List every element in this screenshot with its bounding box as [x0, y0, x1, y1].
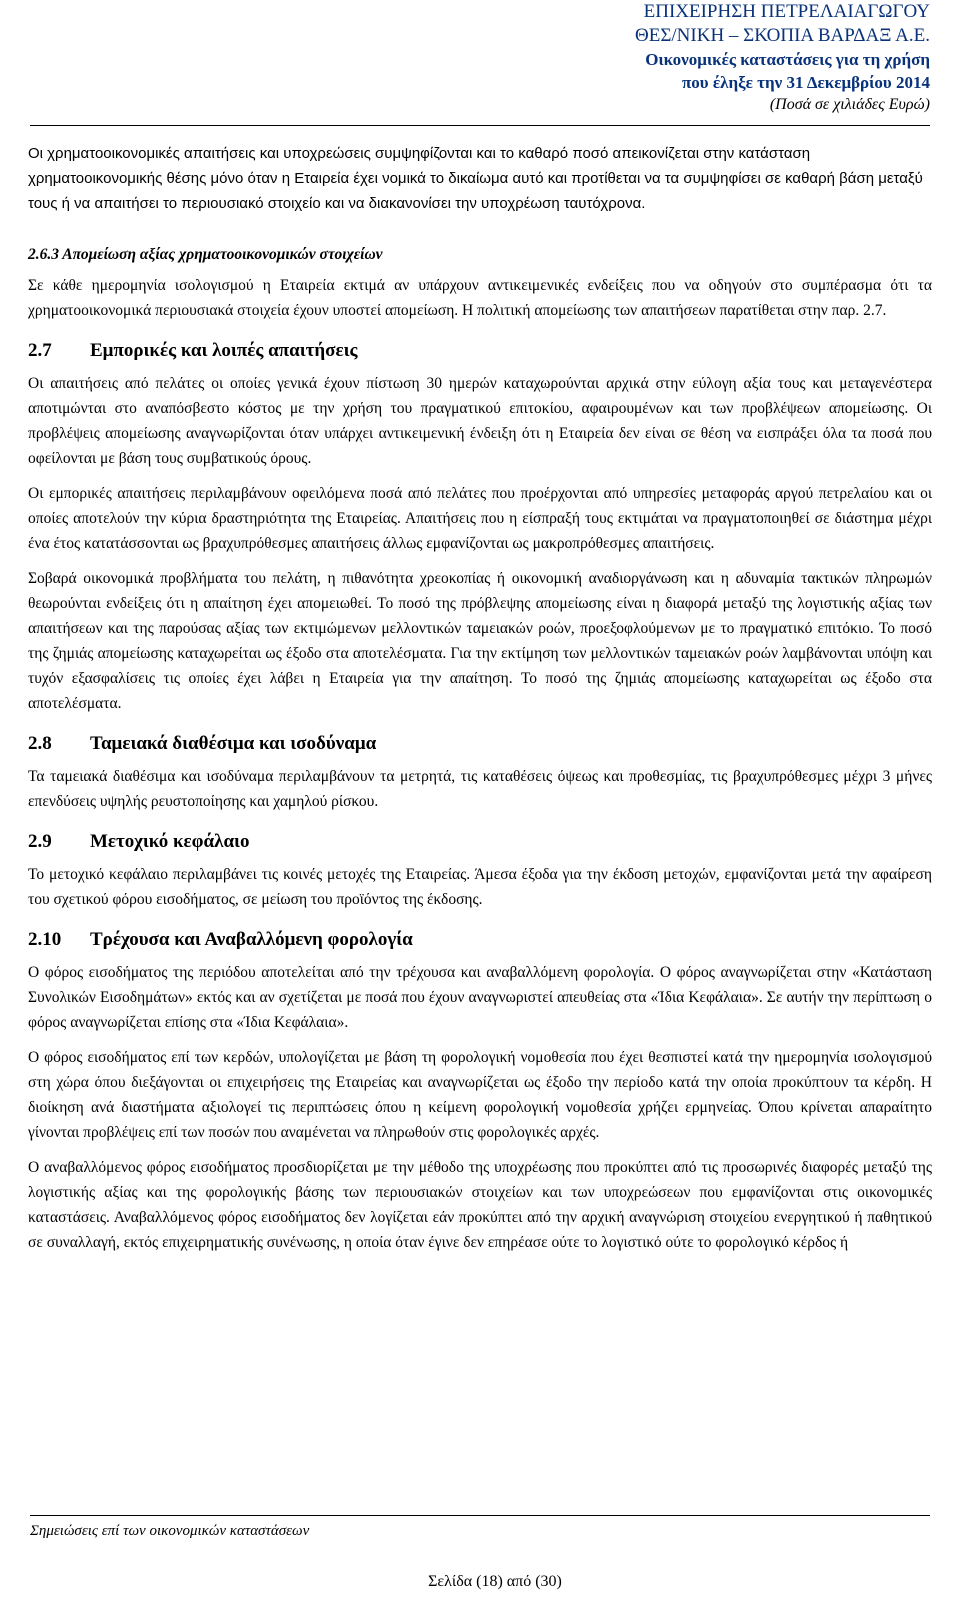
section-2-10-paragraph: Ο φόρος εισοδήματος της περιόδου αποτελείται από την τρέχουσα και αναβαλλόμενη φορολογία. Ο φόρος αναγνωρίζεται στην «Κατάσταση Συνολικών Εισοδημάτων» εκτός και αν σχετίζεται με ποσά που έχουν αναγνωριστεί απευθείας στα «Ίδια Κεφάλαια». Σε αυτήν την περίπτωση ο φόρος αναγνωρίζεται επίσης στα «Ίδια Κεφάλαια». — [28, 964, 932, 1031]
section-title: Μετοχικό κεφάλαιο — [90, 831, 250, 852]
section-title: Ταμειακά διαθέσιμα και ισοδύναμα — [90, 733, 377, 754]
section-2-7-paragraph: Οι εμπορικές απαιτήσεις περιλαμβάνουν οφειλόμενα ποσά από πελάτες που προέρχονται από υπηρεσίες μεταφοράς αργού πετρελαίου και οι οποίες αποτελούν την κύρια δραστηριότητα της Εταιρείας. Απαιτήσεις που η είσπραξή τους εκτιμάται να πραγματοποιηθεί σε διάστημα μέχρι ένα έτος κατατάσσονται ως βραχυπρόθεσμες απαιτήσεις άλλως εμφανίζονται ως μακροπρόθεσμες απαιτήσεις. — [28, 485, 932, 552]
report-period: που έληξε την 31 Δεκεμβρίου 2014 — [681, 73, 930, 92]
company-name: ΕΠΙΧΕΙΡΗΣΗ ΠΕΤΡΕΛΑΙΑΓΩΓΟΥ — [643, 1, 930, 22]
document-body — [28, 141, 932, 1261]
currency-units: (Ποσά σε χιλιάδες Ευρώ) — [769, 96, 930, 113]
section-number: 2.7 — [28, 340, 52, 361]
section-2-6-3-paragraph: Σε κάθε ημερομηνία ισολογισμού η Εταιρεία εκτιμά αν υπάρχουν αντικειμενικές ενδείξεις που να οδηγούν στο συμπέρασμα ότι τα χρηματοοικονομικά περιουσιακά στοιχεία έχουν υποστεί απομείωση. Η πολιτική απομείωσης των απαιτήσεων παρατίθεται στην παρ. 2.7. — [28, 277, 932, 319]
section-number: 2.9 — [28, 831, 52, 852]
section-title: Εμπορικές και λοιπές απαιτήσεις — [90, 340, 358, 361]
section-title: Τρέχουσα και Αναβαλλόμενη φορολογία — [90, 929, 413, 950]
report-title: Οικονομικές καταστάσεις για τη χρήση — [645, 50, 930, 69]
page-number: Σελίδα (18) από (30) — [428, 1573, 562, 1590]
section-2-6-3-title: 2.6.3 Απομείωση αξίας χρηματοοικονομικών στοιχείων — [28, 246, 383, 263]
section-2-8-paragraph: Τα ταμειακά διαθέσιμα και ισοδύναμα περιλαμβάνουν τα μετρητά, τις καταθέσεις όψεως και προθεσμίας, τις βραχυπρόθεσμες μέχρι 3 μήνες επενδύσεις υψηλής ρευστοποίησης και χαμηλού ρίσκου. — [28, 768, 932, 810]
section-2-10-paragraph: Ο φόρος εισοδήματος επί των κερδών, υπολογίζεται με βάση τη φορολογική νομοθεσία που έχει θεσπιστεί κατά την ημερομηνία ισολογισμού στη χώρα όπου διεξάγονται οι επιχειρήσεις της Εταιρείας και αναγνωρίζεται ως έξοδο την περίοδο κατά την οποία προκύπτουν τα κέρδη. Η διοίκηση ανά διαστήματα αξιολογεί τις περιπτώσεις όπου η κείμενη φορολογική νομοθεσία χρήζει ερμηνείας. Όπου κρίνεται απαραίτητο γίνονται προβλέψεις επί των ποσών που αναμένεται να πληρωθούν στις φορολογικές αρχές. — [28, 1049, 932, 1141]
section-2-7-paragraph: Σοβαρά οικονομικά προβλήματα του πελάτη, η πιθανότητα χρεοκοπίας ή οικονομική αναδιοργάνωση και η αδυναμία τακτικών πληρωμών θεωρούνται ενδείξεις ότι η απαίτηση έχει απομειωθεί. Το ποσό της πρόβλεψης απομείωσης είναι η διαφορά μεταξύ της λογιστικής αξίας των απαιτήσεων και της παρούσας αξίας των εκτιμώμενων μελλοντικών ταμειακών ροών, προεξοφλούμενων με το πραγματικό επιτόκιο. Το ποσό της ζημιάς απομείωσης καταχωρείται ως έξοδο στα αποτελέσματα. Για την εκτίμηση των μελλοντικών ταμειακών ροών λαμβάνονται υπόψη και τυχόν εξασφαλίσεις τις οποίες έχει λάβει η Εταιρεία για την απαίτηση. Το ποσό της ζημιάς απομείωσης καταχωρείται ως έξοδο στα αποτελέσματα. — [28, 570, 932, 712]
header-divider — [30, 125, 930, 126]
section-2-8-heading — [28, 730, 932, 758]
section-2-10-paragraph: Ο αναβαλλόμενος φόρος εισοδήματος προσδιορίζεται με την μέθοδο της υποχρέωσης που προκύπτει από τις προσωρινές διαφορές μεταξύ της λογιστικής αξίας και της φορολογικής βάσης των περιουσιακών στοιχείων και των υποχρεώσεων που εμφανίζονται στις οικονομικές καταστάσεις. Αναβαλλόμενος φόρος εισοδήματος δεν λογίζεται εάν προκύπτει από την αρχική αναγνώριση στοιχείου ενεργητικού ή παθητικού σε συναλλαγή, εκτός επιχειρηματικής συνένωσης, η οποία όταν έγινε δεν επηρέασε ούτε το λογιστικό ούτε το φορολογικό κέρδος ή — [28, 1159, 932, 1251]
intro-paragraph: Οι χρηματοοικονομικές απαιτήσεις και υποχρεώσεις συμψηφίζονται και το καθαρό ποσό απεικονίζεται στην κατάσταση χρηματοοικονομικής θέσης μόνο όταν η Εταιρεία έχει νομικά το δικαίωμα αυτό και προτίθεται να τα συμψηφίσει σε καθαρή βάση μεταξύ τους ή να απαιτήσει το περιουσιακό στοιχείο και να διακανονίσει την υποχρέωση ταυτόχρονα. — [28, 145, 923, 212]
footer-note: Σημειώσεις επί των οικονομικών καταστάσεων — [30, 1523, 310, 1539]
section-2-7-paragraph: Οι απαιτήσεις από πελάτες οι οποίες γενικά έχουν πίστωση 30 ημερών καταχωρούνται αρχικά στην εύλογη αξία τους και μεταγενέστερα αποτιμώνται στο αναπόσβεστο κόστος με την χρήση του πραγματικού επιτοκίου, αφαιρουμένων και των προβλέψεων απομείωσης. Οι προβλέψεις απομείωσης αναγνωρίζονται όταν υπάρχει αντικειμενική ένδειξη ότι η Εταιρεία δεν είναι σε θέση να εισπράξει όλα τα ποσά που οφείλονται με βάση τους συμβατικούς όρους. — [28, 375, 932, 467]
section-number: 2.8 — [28, 733, 52, 754]
section-2-10-heading — [28, 926, 932, 954]
section-2-9-paragraph: Το μετοχικό κεφάλαιο περιλαμβάνει τις κοινές μετοχές της Εταιρείας. Άμεσα έξοδα για την έκδοση μετοχών, εμφανίζονται μετά την αφαίρεση του σχετικού φόρου εισοδήματος, σε μείωση του προϊόντος της έκδοσης. — [28, 866, 932, 908]
footer-divider — [30, 1515, 930, 1516]
section-2-7-heading — [28, 337, 932, 365]
section-2-9-heading — [28, 828, 932, 856]
page-header — [290, 0, 930, 116]
company-route: ΘΕΣ/ΝΙΚΗ – ΣΚΟΠΙΑ ΒΑΡΔΑΞ Α.Ε. — [635, 25, 930, 46]
section-number: 2.10 — [28, 929, 62, 950]
